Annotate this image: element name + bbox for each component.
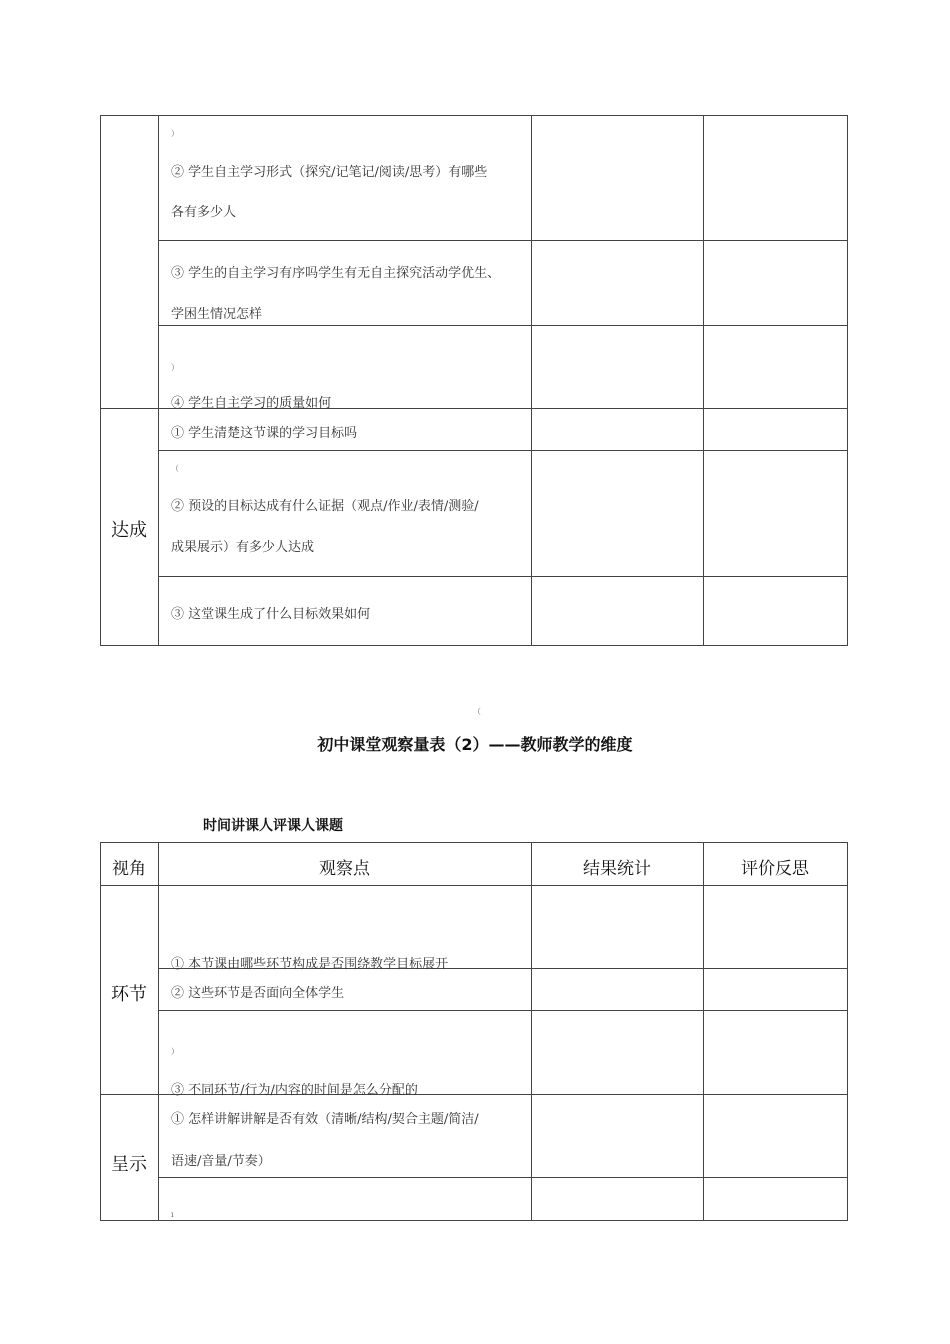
observation-point: ② 这些环节是否面向全体学生 xyxy=(171,986,345,1001)
meta-line: 时间讲课人评课人课题 xyxy=(203,818,343,834)
page-title: 初中课堂观察量表（2）——教师教学的维度 xyxy=(317,735,633,754)
category-chengshi: 呈示 xyxy=(111,1154,147,1175)
header-perspective: 视角 xyxy=(112,859,146,879)
observation-point: ③ 不同环节/行为/内容的时间是怎么分配的 xyxy=(171,1083,418,1098)
observation-point: ② 学生自主学习形式（探究/记笔记/阅读/思考）有哪些 xyxy=(171,165,488,180)
observation-point: ③ 学生的自主学习有序吗学生有无自主探究活动学优生、 xyxy=(171,266,501,281)
category-dacheng: 达成 xyxy=(111,520,147,541)
observation-point: ① 本节课由哪些环节构成是否围绕教学目标展开 xyxy=(171,957,449,972)
observation-point: ① 怎样讲解讲解是否有效（清晰/结构/契合主题/简洁/ xyxy=(171,1112,479,1127)
observation-point: ③ 这堂课生成了什么目标效果如何 xyxy=(171,607,371,622)
observation-point-cont: 成果展示）有多少人达成 xyxy=(171,540,315,555)
observation-point-cont: 各有多少人 xyxy=(171,205,237,220)
observation-point: ① 学生清楚这节课的学习目标吗 xyxy=(171,426,358,441)
row-mark: ） xyxy=(171,129,179,138)
row-mark: （ xyxy=(171,464,179,473)
observation-point: ④ 学生自主学习的质量如何 xyxy=(171,396,332,411)
separator-mark: （ xyxy=(473,707,481,716)
category-huanjie: 环节 xyxy=(111,984,147,1005)
row-mark: ı xyxy=(171,1210,174,1219)
header-observation-point: 观察点 xyxy=(319,859,370,879)
observation-point-cont: 学困生情况怎样 xyxy=(171,307,263,322)
observation-point: ② 预设的目标达成有什么证据（观点/作业/表情/测验/ xyxy=(171,499,479,514)
observation-point-cont: 语速/音量/节奏） xyxy=(171,1154,271,1169)
header-result-stats: 结果统计 xyxy=(583,859,651,879)
row-mark: ） xyxy=(171,1047,179,1056)
row-mark: ） xyxy=(171,363,179,372)
header-evaluation-reflection: 评价反思 xyxy=(741,859,809,879)
